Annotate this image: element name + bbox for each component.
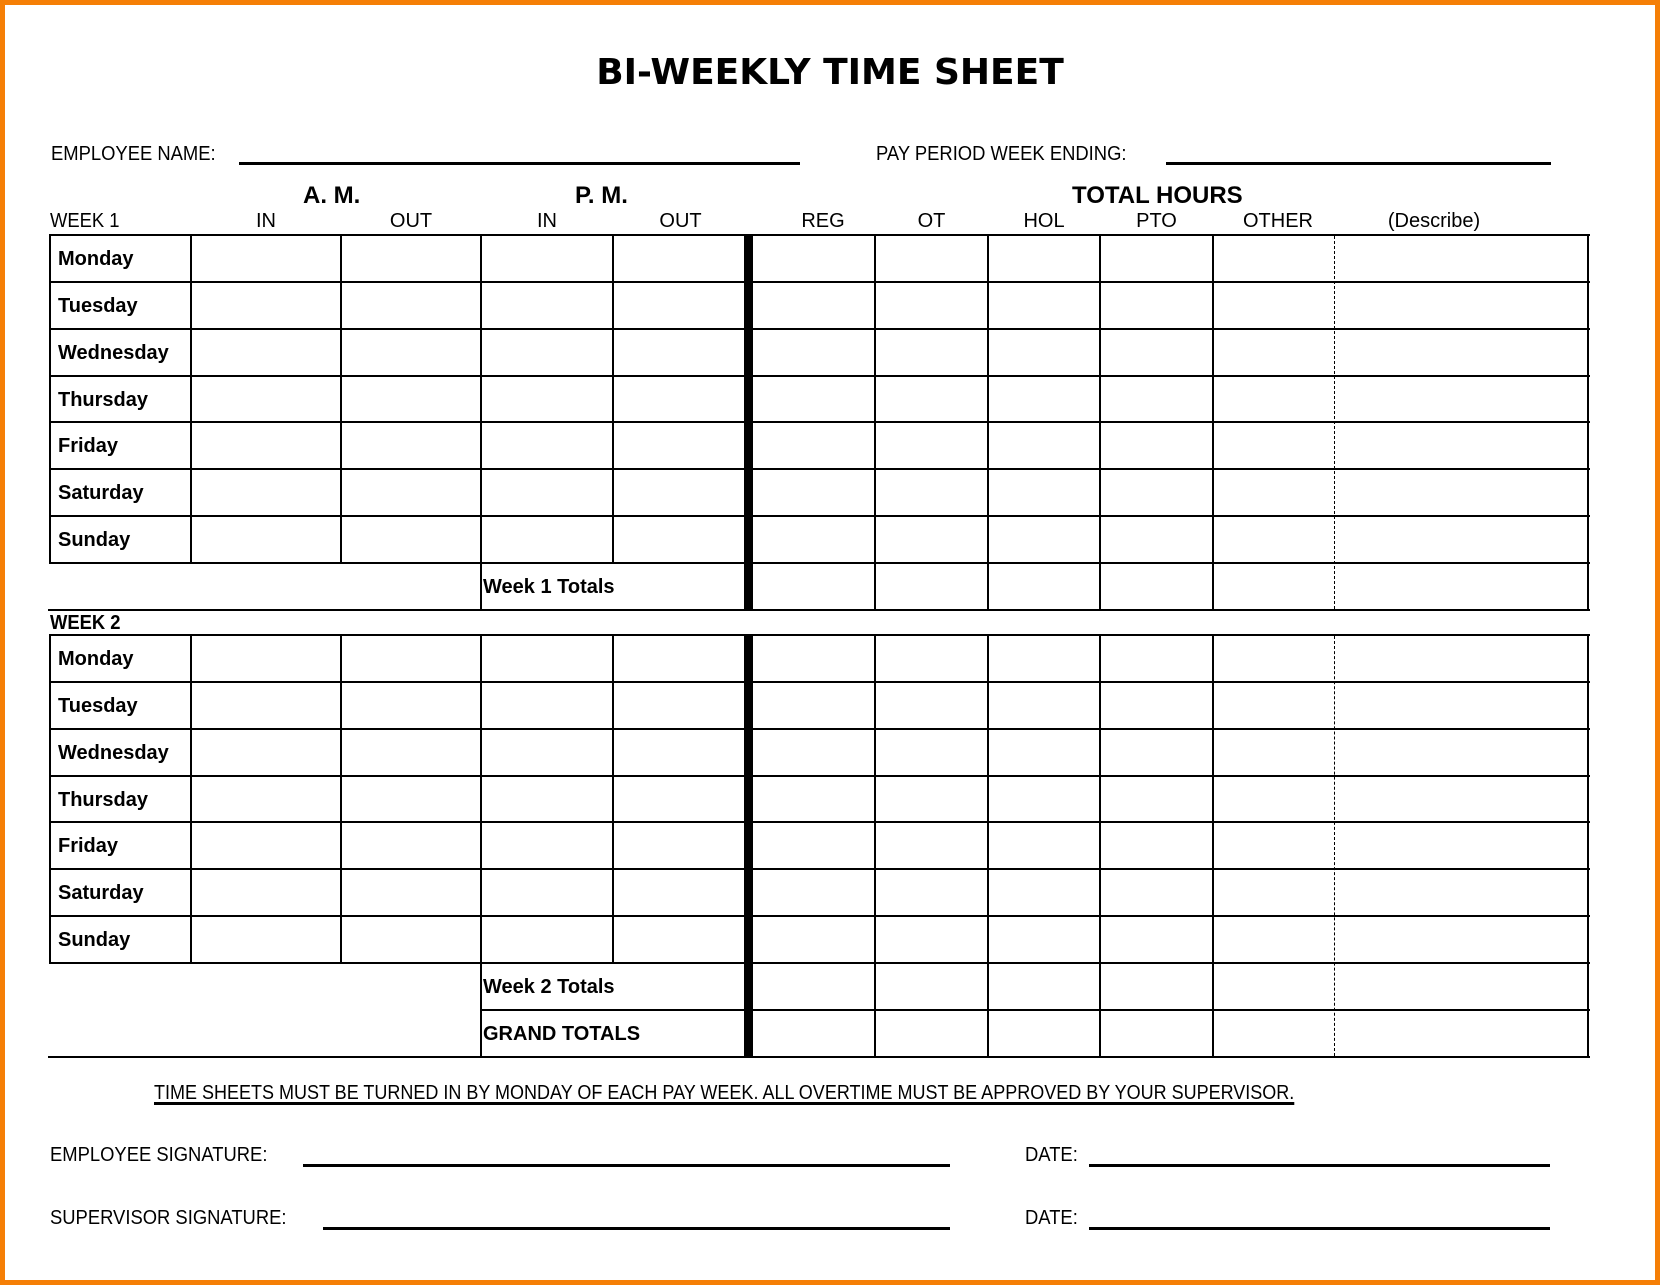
week1-day-tuesday: Tuesday <box>58 295 138 317</box>
grid-line <box>49 634 51 964</box>
week2-day-sunday: Sunday <box>58 929 131 951</box>
col-am-in: IN <box>256 210 276 232</box>
employee-signature-field[interactable] <box>303 1164 950 1167</box>
pay-period-label: PAY PERIOD WEEK ENDING: <box>876 143 1127 165</box>
week1-day-friday: Friday <box>58 435 119 457</box>
week2-day-saturday: Saturday <box>58 882 144 904</box>
pm-group-header: P. M. <box>575 182 628 209</box>
week1-entry-cells[interactable] <box>192 236 1586 609</box>
week2-day-monday: Monday <box>58 648 134 670</box>
week2-day-wednesday: Wednesday <box>58 742 169 764</box>
policy-notice: TIME SHEETS MUST BE TURNED IN BY MONDAY OF EACH PAY WEEK. ALL OVERTIME MUST BE APPROVED BY YOUR SUPERVISOR. <box>154 1082 1295 1104</box>
week1-day-thursday: Thursday <box>58 389 149 411</box>
page-title: BI-WEEKLY TIME SHEET <box>596 52 1064 93</box>
grid-line <box>48 1056 1590 1058</box>
supervisor-signature-label: SUPERVISOR SIGNATURE: <box>50 1207 287 1229</box>
col-pm-out: OUT <box>659 210 702 232</box>
week1-day-wednesday: Wednesday <box>58 342 169 364</box>
week2-day-thursday: Thursday <box>58 789 149 811</box>
col-am-out: OUT <box>389 210 433 232</box>
week2-day-tuesday: Tuesday <box>58 695 138 717</box>
employee-date-label: DATE: <box>1025 1144 1078 1166</box>
col-describe: (Describe) <box>1387 210 1481 232</box>
week1-totals-label: Week 1 Totals <box>483 576 615 598</box>
supervisor-signature-field[interactable] <box>323 1227 950 1230</box>
supervisor-date-label: DATE: <box>1025 1207 1078 1229</box>
grand-totals-label: GRAND TOTALS <box>483 1023 641 1045</box>
week1-day-monday: Monday <box>58 248 134 270</box>
col-hol: HOL <box>1023 210 1065 232</box>
week1-label: WEEK 1 <box>50 210 120 232</box>
pay-period-field[interactable] <box>1166 162 1551 165</box>
grid-line <box>49 234 51 564</box>
week2-label: WEEK 2 <box>50 612 121 634</box>
col-ot: OT <box>917 210 946 232</box>
col-pm-in: IN <box>537 210 557 232</box>
week1-day-saturday: Saturday <box>58 482 144 504</box>
grid-line <box>1587 634 1589 1058</box>
col-pto: PTO <box>1136 210 1177 232</box>
employee-signature-label: EMPLOYEE SIGNATURE: <box>50 1144 268 1166</box>
week2-totals-label: Week 2 Totals <box>483 976 615 998</box>
col-other: OTHER <box>1243 210 1313 232</box>
supervisor-date-field[interactable] <box>1089 1227 1550 1230</box>
week2-entry-cells[interactable] <box>192 636 1586 1056</box>
week2-day-friday: Friday <box>58 835 119 857</box>
week1-day-sunday: Sunday <box>58 529 131 551</box>
total-hours-group-header: TOTAL HOURS <box>1072 182 1243 209</box>
col-reg: REG <box>801 210 845 232</box>
grid-line <box>1587 234 1589 611</box>
employee-date-field[interactable] <box>1089 1164 1550 1167</box>
employee-name-field[interactable] <box>239 162 800 165</box>
grid-line <box>48 609 1590 611</box>
employee-name-label: EMPLOYEE NAME: <box>51 143 216 165</box>
am-group-header: A. M. <box>303 182 361 209</box>
